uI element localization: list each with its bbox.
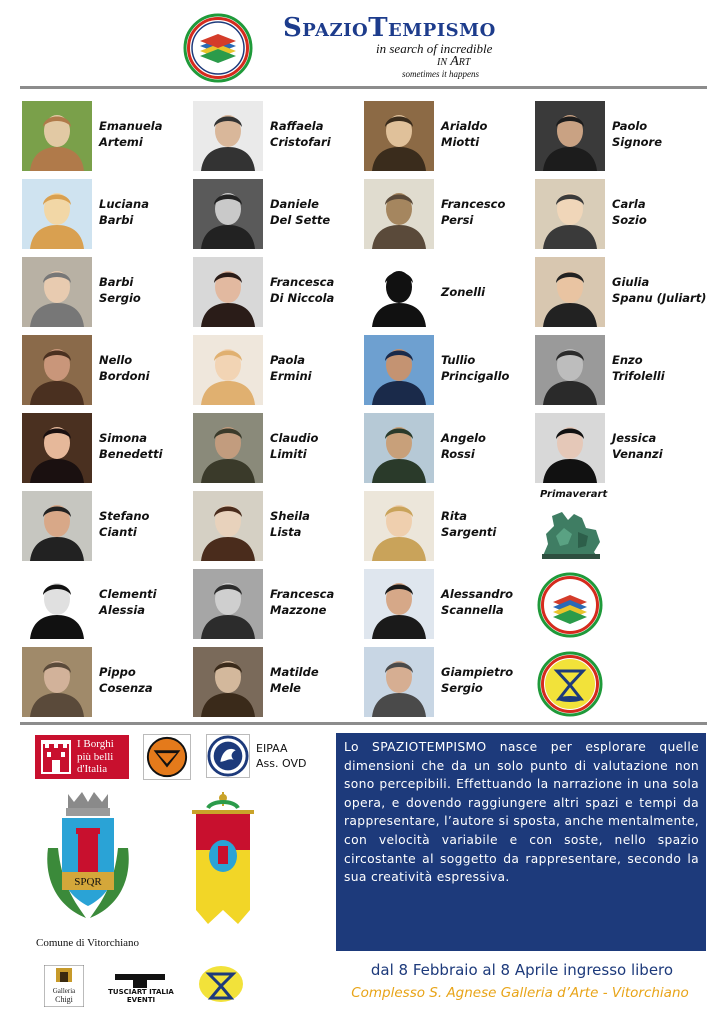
artist-photo [364,179,434,249]
top-divider [20,86,707,89]
artist-name: Angelo Rossi [441,431,486,461]
artist-name: Sheila Lista [270,509,310,539]
artist-photo [535,257,605,327]
artist-photo [364,413,434,483]
artist-photo [364,335,434,405]
artist-name: Pippo Cosenza [99,665,153,695]
artist-photo [22,101,92,171]
artist-name: Stefano Cianti [99,509,150,539]
description-text: Lo SPAZIOTEMPISMO nasce per esplorare quelle dimensioni che da un solo punto di valutazione non sono percepibili. Effettuando la narrazione in una sola opera, e dovendo raggiungere altri spazi e tempi da rappresentare, l’autore si sposta, anche mentalmente, con velocità variabile e con soste, nello spazio circostante al soggetto da rappresentare, secondo la sua creatività espressiva. [344,740,699,885]
spqr-text: SPQR [74,876,102,888]
artist-name: Paola Ermini [270,353,312,383]
orange-emblem-logo [143,734,191,780]
galleria-chigi-logo [44,965,84,1007]
artist-photo [22,257,92,327]
artist-name: Giulia Spanu (Juliart) [612,275,707,305]
artist-photo [193,569,263,639]
in-art-label: in Art [437,54,471,69]
eipaa-text: EIPAA Ass. OVD [256,742,307,770]
artist-name: Raffaela Cristofari [270,119,331,149]
spaziotempismo-badge [537,651,603,717]
artist-name: Carla Sozio [612,197,647,227]
artist-name: Matilde Mele [270,665,319,695]
artist-photo [22,335,92,405]
made-in-italy-badge [537,572,603,638]
tagline: sometimes it happens [402,69,479,79]
made-in-italy-logo [183,13,253,83]
artist-photo [193,647,263,717]
vitorchiano-coat-of-arms [38,788,138,928]
artist-photo [535,413,605,483]
artist-name: Luciana Barbi [99,197,149,227]
artist-photo [535,179,605,249]
eipaa-logo [206,734,250,778]
tusciart-text: TUSCIART ITALIA EVENTI [108,988,174,1004]
svg-text:Chigi: Chigi [55,995,73,1004]
castle-icon [41,740,71,774]
borghi-piu-belli-logo [35,735,129,779]
artist-name: Jessica Venanzi [612,431,663,461]
artist-name: Tullio Princigallo [441,353,510,383]
artist-photo [364,101,434,171]
page-title: SpazioTempismo [283,13,496,43]
tusciart-logo-mark [115,973,165,987]
artist-photo [535,335,605,405]
artist-photo [22,647,92,717]
artist-name: Enzo Trifolelli [612,353,665,383]
artist-photo [193,413,263,483]
artist-photo [193,335,263,405]
artist-name: Zonelli [441,285,486,299]
yellow-emblem-logo [195,964,247,1004]
artist-photo [22,179,92,249]
artist-photo [193,257,263,327]
artist-name: Paolo Signore [612,119,663,149]
artist-name: Barbi Sergio [99,275,141,305]
artist-name: Giampietro Sergio [441,665,514,695]
primaverart-label: Primaverart [540,489,608,500]
artist-name: Daniele Del Sette [270,197,331,227]
event-venue: Complesso S. Agnese Galleria d’Arte - Vitorchiano [351,985,689,1001]
artist-name: Alessandro Scannella [441,587,514,617]
artist-name: Emanuela Artemi [99,119,163,149]
artist-photo [535,101,605,171]
artist-name: Arialdo Miotti [441,119,488,149]
artist-name: Rita Sargenti [441,509,497,539]
municipal-banner [188,792,258,932]
artist-name: Clementi Alessia [99,587,157,617]
artist-name: Francesca Mazzone [270,587,335,617]
artist-photo [364,569,434,639]
subtitle: in search of incredible [376,41,493,56]
primaverart-sculpture-image [538,506,604,560]
artist-name: Simona Benedetti [99,431,163,461]
event-dates: dal 8 Febbraio al 8 Aprile ingresso libero [370,961,674,979]
artist-photo [22,569,92,639]
artist-name: Nello Bordoni [99,353,150,383]
description-box [336,733,706,951]
artist-photo [22,491,92,561]
artist-name: Francesca Di Niccola [270,275,335,305]
borghi-text: I Borghi più belli d'Italia [77,738,114,775]
artist-photo [364,491,434,561]
artist-name: Claudio Limiti [270,431,319,461]
artist-photo [193,491,263,561]
artist-photo [193,179,263,249]
artist-name: Francesco Persi [441,197,506,227]
artist-photo [193,101,263,171]
middle-divider [20,722,707,725]
artist-photo [22,413,92,483]
artist-photo [364,647,434,717]
comune-label: Comune di Vitorchiano [36,937,140,949]
artist-photo [364,257,434,327]
svg-text:Galleria: Galleria [52,987,76,995]
